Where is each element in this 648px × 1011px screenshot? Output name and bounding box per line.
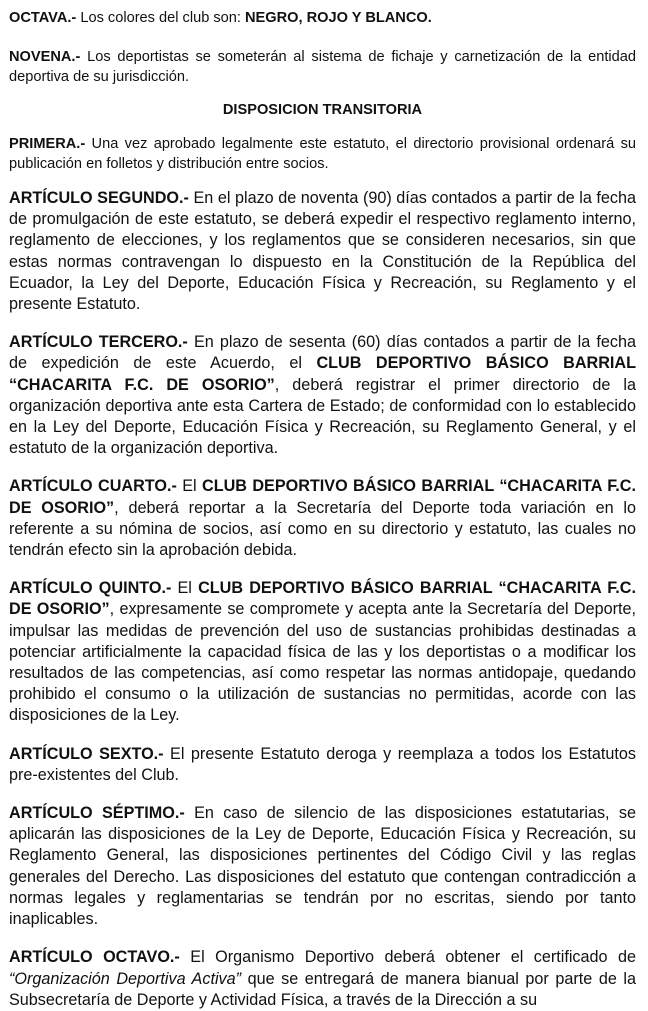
club-name: CLUB DEPORTIVO BÁSICO BARRIAL “CHACARITA F.C. DE OSORIO” [9, 354, 636, 394]
clause-text: Los colores del club son: [76, 10, 246, 26]
article-label: ARTÍCULO OCTAVO.- [9, 948, 180, 967]
clause-label: PRIMERA.- [9, 136, 86, 152]
article-text: que se entregará de manera bianual por parte de la Subsecretaría de Deporte y Actividad Física, a través de la Dirección a su [9, 969, 636, 1009]
article-text: , deberá registrar el primer directorio de la organización deportiva ante esta Cartera de Estado; de conformidad con lo establecido en la Ley del Deporte, Educación Física y Recreación, su Reglamento General, y el estatuto de la organización deportiva. [9, 375, 636, 458]
article-text: En el plazo de noventa (90) días contados a partir de la fecha de promulgación de este estatuto, se deberá expedir el respectivo reglamento interno, reglamento de elecciones, y los reglamentos que se consideren necesarios, sin que estas normas contravengan lo dispuesto en la Constitución de la República del Ecuador, la Ley del Deporte, Educación Física y Recreación, su Reglamento y el presente Estatuto. [9, 189, 637, 314]
article-septimo [9, 803, 636, 930]
article-segundo [9, 188, 636, 315]
article-text: El [171, 579, 199, 598]
clause-novena [9, 47, 636, 87]
clause-text: Los deportistas se someterán al sistema de fichaje y carnetización de la entidad deportiva de su jurisdicción. [9, 49, 636, 85]
clause-label: NOVENA.- [9, 49, 81, 65]
article-label: ARTÍCULO CUARTO.- [9, 477, 177, 496]
article-text: En plazo de sesenta (60) días contados a partir de la fecha de expedición de este Acuerdo, el [9, 333, 636, 373]
article-text: El Organismo Deportivo deberá obtener el certificado de [179, 948, 636, 967]
club-name: CLUB DEPORTIVO BÁSICO BARRIAL “CHACARITA F.C. DE OSORIO” [9, 477, 636, 517]
clause-primera [9, 134, 636, 174]
article-label: ARTÍCULO SEXTO.- [9, 744, 164, 763]
article-text: El presente Estatuto deroga y reemplaza a todos los Estatutos pre-existentes del Club. [9, 744, 636, 784]
article-octavo [9, 947, 636, 1011]
clause-label: OCTAVA.- [9, 10, 77, 26]
article-quinto [9, 578, 636, 726]
article-tercero [9, 332, 636, 459]
clause-octava [9, 8, 636, 28]
clause-text: Una vez aprobado legalmente este estatuto, el directorio provisional ordenará su publicación en folletos y distribución entre socios. [9, 136, 636, 172]
article-label: ARTÍCULO TERCERO.- [9, 333, 188, 352]
article-label: ARTÍCULO SEGUNDO.- [9, 189, 189, 207]
article-text: El [176, 477, 202, 496]
article-label: ARTÍCULO QUINTO.- [9, 579, 172, 598]
club-name: CLUB DEPORTIVO BÁSICO BARRIAL “CHACARITA F.C. DE OSORIO” [9, 579, 636, 619]
certificate-name: “Organización Deportiva Activa” [9, 969, 242, 988]
article-sexto [9, 744, 636, 786]
article-text: En caso de silencio de las disposiciones estatutarias, se aplicarán las disposiciones de la Ley de Deporte, Educación Física y Recreación, su Reglamento General, las disposiciones pertinentes del Código Civil y las reglas generales del Derecho. Las disposiciones del estatuto que contengan contradicción a normas legales y reglamentarias se tendrán por no escritas, siendo por tanto inaplicables. [9, 804, 636, 929]
article-label: ARTÍCULO SÉPTIMO.- [9, 804, 185, 823]
article-cuarto [9, 476, 636, 561]
club-colors: NEGRO, ROJO Y BLANCO. [245, 10, 432, 26]
section-heading: DISPOSICION TRANSITORIA [222, 102, 423, 118]
article-text: , deberá reportar a la Secretaría del Deporte toda variación en lo referente a su nómina de socios, así como en su directorio y estatuto, las cuales no tendrán efecto sin la aprobación debida. [9, 498, 636, 560]
article-text: , expresamente se compromete y acepta ante la Secretaría del Deporte, impulsar las medidas de prevención del uso de sustancias prohibidas destinadas a potenciar artificialmente la capacidad física de las y los deportistas o a modificar los resultados de las competencias, así como respetar las normas antidopaje, quedando prohibido el consumo o la utilización de sustancias no permitidas, acorde con las disposiciones de la Ley. [9, 600, 637, 725]
